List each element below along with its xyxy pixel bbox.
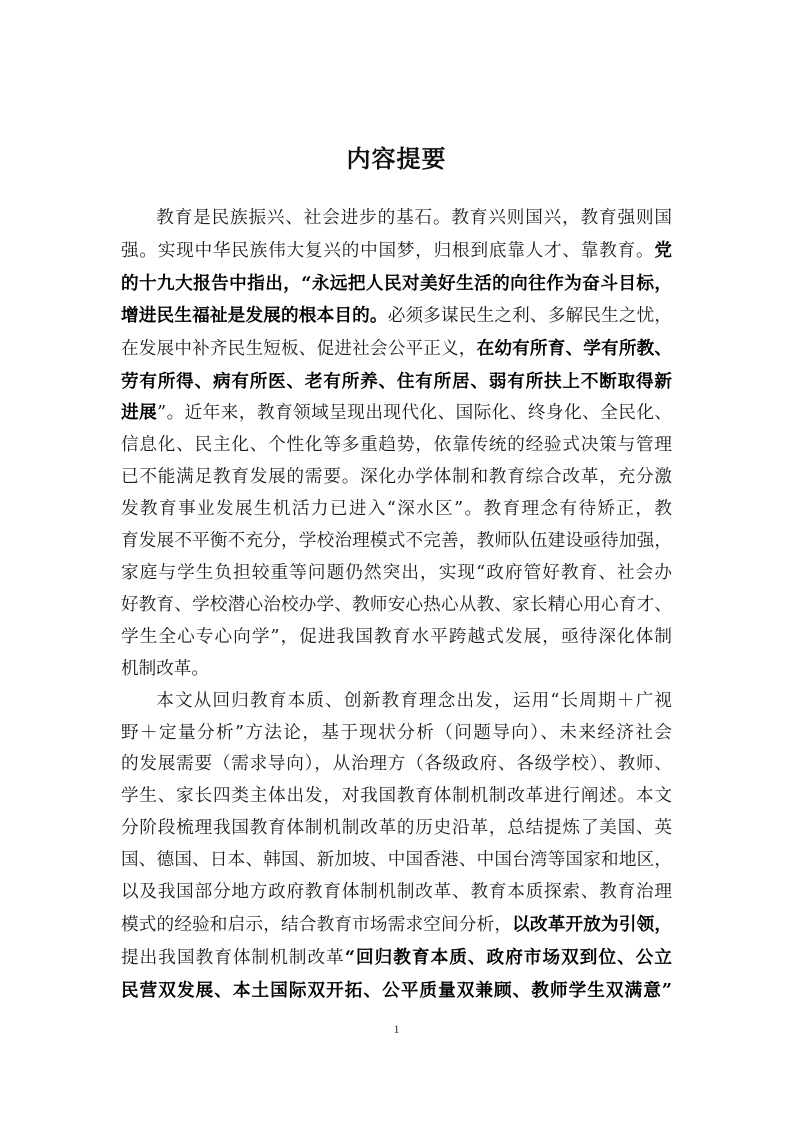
paragraph-1-line-7 (121, 397, 672, 430)
page-number: 1 (393, 1022, 400, 1036)
paragraph-2-line-2: 野＋定量分析”方法论，基于现状分析（问题导向）、未来经济社会 (121, 722, 672, 743)
text-run: ”。近年来，教育领域呈现出现代化、国际化、终身化、全民化、 (157, 403, 672, 424)
paragraph-2-line-7: 以及我国部分地方政府教育体制机制改革、教育本质探索、教育治理 (121, 882, 672, 903)
paragraph-2-line-4: 学生、家长四类主体出发，对我国教育体制机制改革进行阐述。本文 (121, 786, 672, 807)
text-run: 必须多谋民生之利、多解民生之忧， (387, 305, 672, 326)
paragraph-1-line-9: 已不能满足教育发展的需要。深化办学体制和教育综合改革，充分激 (121, 467, 672, 488)
paragraph-1-line-6: 劳有所得、病有所医、老有所养、住有所居、弱有所扶上不断取得新 (121, 370, 672, 392)
paragraph-1-line-11: 育发展不平衡不充分，学校治理模式不完善，教师队伍建设亟待加强， (121, 531, 672, 552)
paragraph-2-line-8 (121, 909, 672, 942)
document-body (121, 203, 672, 1007)
paragraph-2-line-1: 本文从回归教育本质、创新教育理念出发，运用“长周期＋广视 (156, 690, 672, 711)
paragraph-1-line-14: 学生全心专心向学”，促进我国教育水平跨越式发展，亟待深化体制 (121, 626, 672, 647)
text-run: 强。实现中华民族伟大复兴的中国梦，归根到底靠人才、靠教育。 (121, 240, 655, 261)
text-run: 提出我国教育体制机制改革 (121, 947, 345, 968)
paragraph-1-line-1: 教育是民族振兴、社会进步的基石。教育兴则国兴，教育强则国 (156, 208, 672, 228)
text-run: 模式的经验和启示，结合教育市场需求空间分析， (121, 914, 513, 935)
paragraph-1-line-3: 的十九大报告中指出，“永远把人民对美好生活的向往作为奋斗目标， (121, 272, 672, 294)
paragraph-1-line-10: 发教育事业发展生机活力已进入“深水区”。教育理念有待矫正，教 (121, 499, 672, 520)
paragraph-1-line-13: 好教育、学校潜心治校办学、教师安心热心从教、家长精心用心育才、 (121, 594, 672, 615)
paragraph-1-line-15: 机制改革。 (121, 658, 209, 679)
paragraph-1-line-8: 信息化、民主化、个性化等多重趋势，依靠传统的经验式决策与管理 (121, 435, 672, 456)
paragraph-1-line-12: 家庭与学生负担较重等问题仍然突出，实现“政府管好教育、社会办 (121, 562, 672, 583)
paragraph-2-line-6: 国、德国、日本、韩国、新加坡、中国香港、中国台湾等国家和地区， (121, 850, 672, 871)
bold-text-run: 在幼有所育、学有所教、 (476, 337, 672, 359)
bold-text-run: “回归教育本质、政府市场双到位、公立 (344, 946, 672, 968)
paragraph-1-line-5 (121, 333, 672, 366)
paragraph-2-line-3: 的发展需要（需求导向），从治理方（各级政府、各级学校）、教师、 (121, 754, 672, 775)
bold-text-run: 党 (654, 239, 672, 261)
bold-text-run: 以改革开放为引领， (512, 913, 672, 935)
paragraph-2-line-10: 民营双发展、本土国际双开拓、公平质量双兼顾、教师学生双满意” (121, 979, 672, 1001)
bold-text-run: 进展 (121, 402, 158, 424)
paragraph-2-line-5: 分阶段梳理我国教育体制机制改革的历史沿革，总结提炼了美国、英 (121, 818, 672, 839)
paragraph-1-line-4 (121, 300, 672, 333)
text-run: 在发展中补齐民生短板、促进社会公平正义， (121, 338, 477, 359)
bold-text-run: 增进民生福祉是发展的根本目的。 (121, 304, 388, 326)
paragraph-1-line-2 (121, 235, 672, 268)
paragraph-2-line-9 (121, 942, 672, 975)
page-title: 内容提要 (346, 145, 447, 173)
